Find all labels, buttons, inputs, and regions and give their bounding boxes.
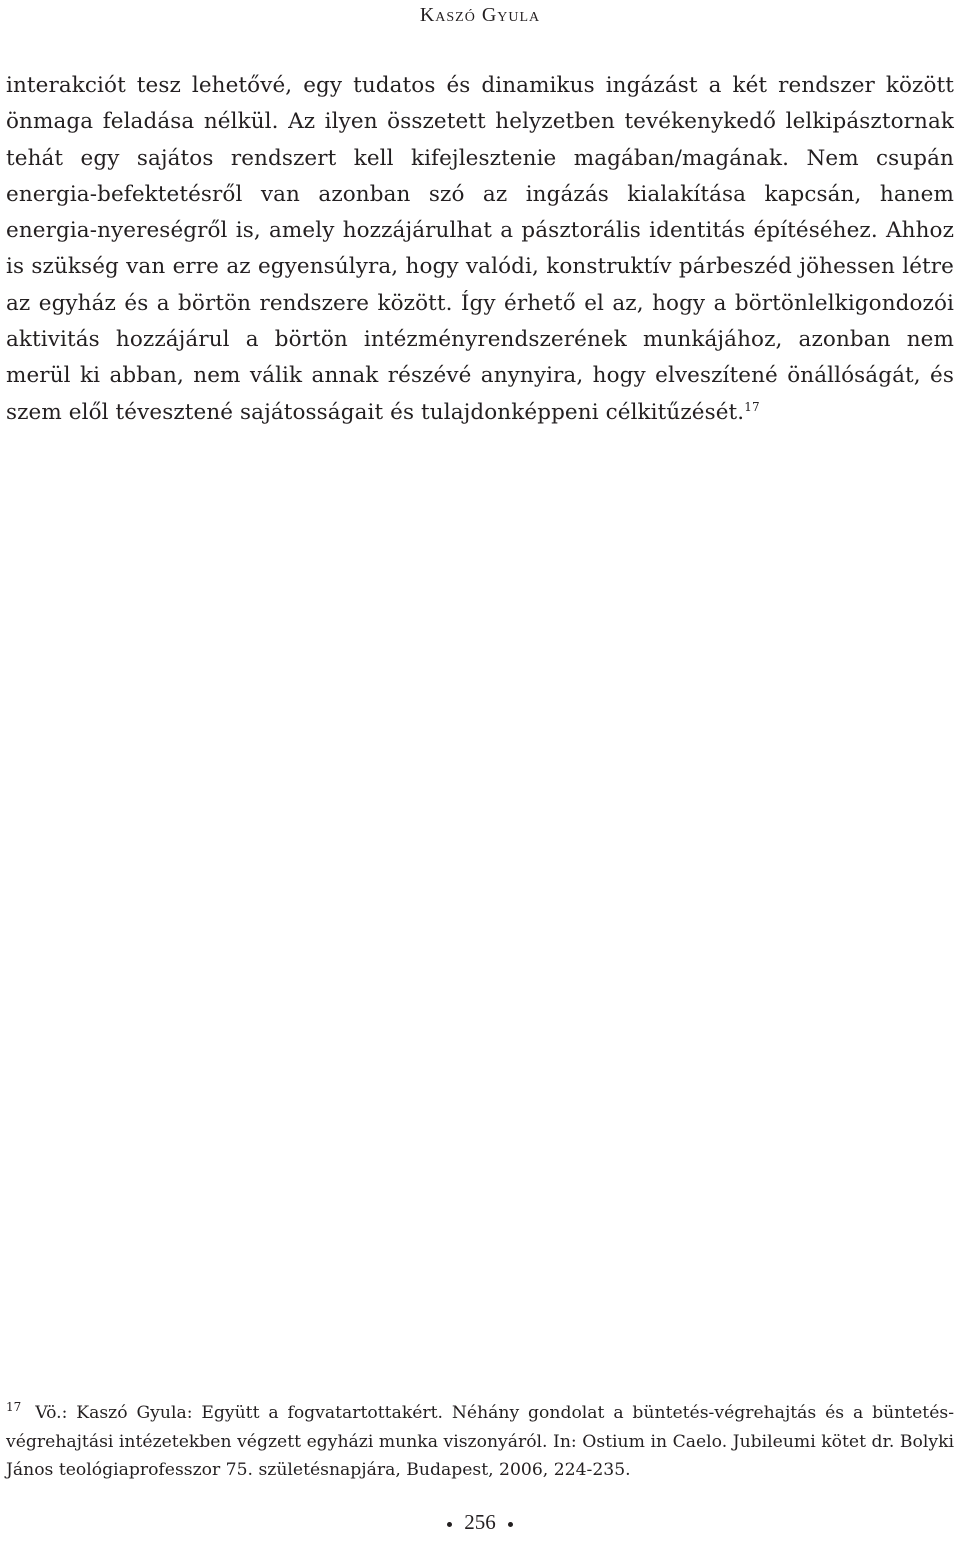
- footnote: [6, 1399, 954, 1485]
- running-head: Kaszó Gyula: [419, 4, 541, 26]
- page-number: 256: [464, 1510, 496, 1534]
- paragraph-text: interakciót tesz lehetővé, egy tudatos és dinamikus ingázást a két rendszer között önmaga feladása nélkül. Az ilyen összetett helyzetben tevékenykedő lelkipásztornak tehát egy sajátos rendszert kell kifejlesztenie magában/magának. Nem csupán energia-befektetésről van azonban szó az ingázás kialakítása kapcsán, hanem energia-nyereségről is, amely hozzájárulhat a pásztorális identitás építéséhez. Ahhoz is szükség van erre az egyensúlyra, hogy valódi, konstruktív párbeszéd jöhessen létre az egyház és a börtön rendszere között. Így érhető el az, hogy a börtönlelkigondozói aktivitás hozzájárul a börtön intézményrendszerének munkájához, azonban nem merül ki abban, nem válik annak részévé anynyira, hogy elveszítené önállóságát, és szem elől tévesztené sajátosságait és tulajdonképpeni célkitűzését.: [6, 73, 954, 425]
- page-footer: [0, 1510, 960, 1535]
- footnote-text: Vö.: Kaszó Gyula: Együtt a fogvatartottakért. Néhány gondolat a büntetés-végrehajtás és a büntetés-végrehajtási intézetekben végzett egyházi munka viszonyáról. In: Ostium in Caelo. Jubileumi kötet dr. Bolyki János teológiaprofesszor 75. születésnapjára, Budapest, 2006, 224-235.: [6, 1403, 954, 1481]
- footnote-reference[interactable]: 17: [744, 399, 760, 414]
- footnote-number: 17: [6, 1400, 22, 1415]
- body-paragraph: [6, 68, 954, 431]
- bullet-right-icon: [508, 1522, 513, 1527]
- bullet-left-icon: [447, 1522, 452, 1527]
